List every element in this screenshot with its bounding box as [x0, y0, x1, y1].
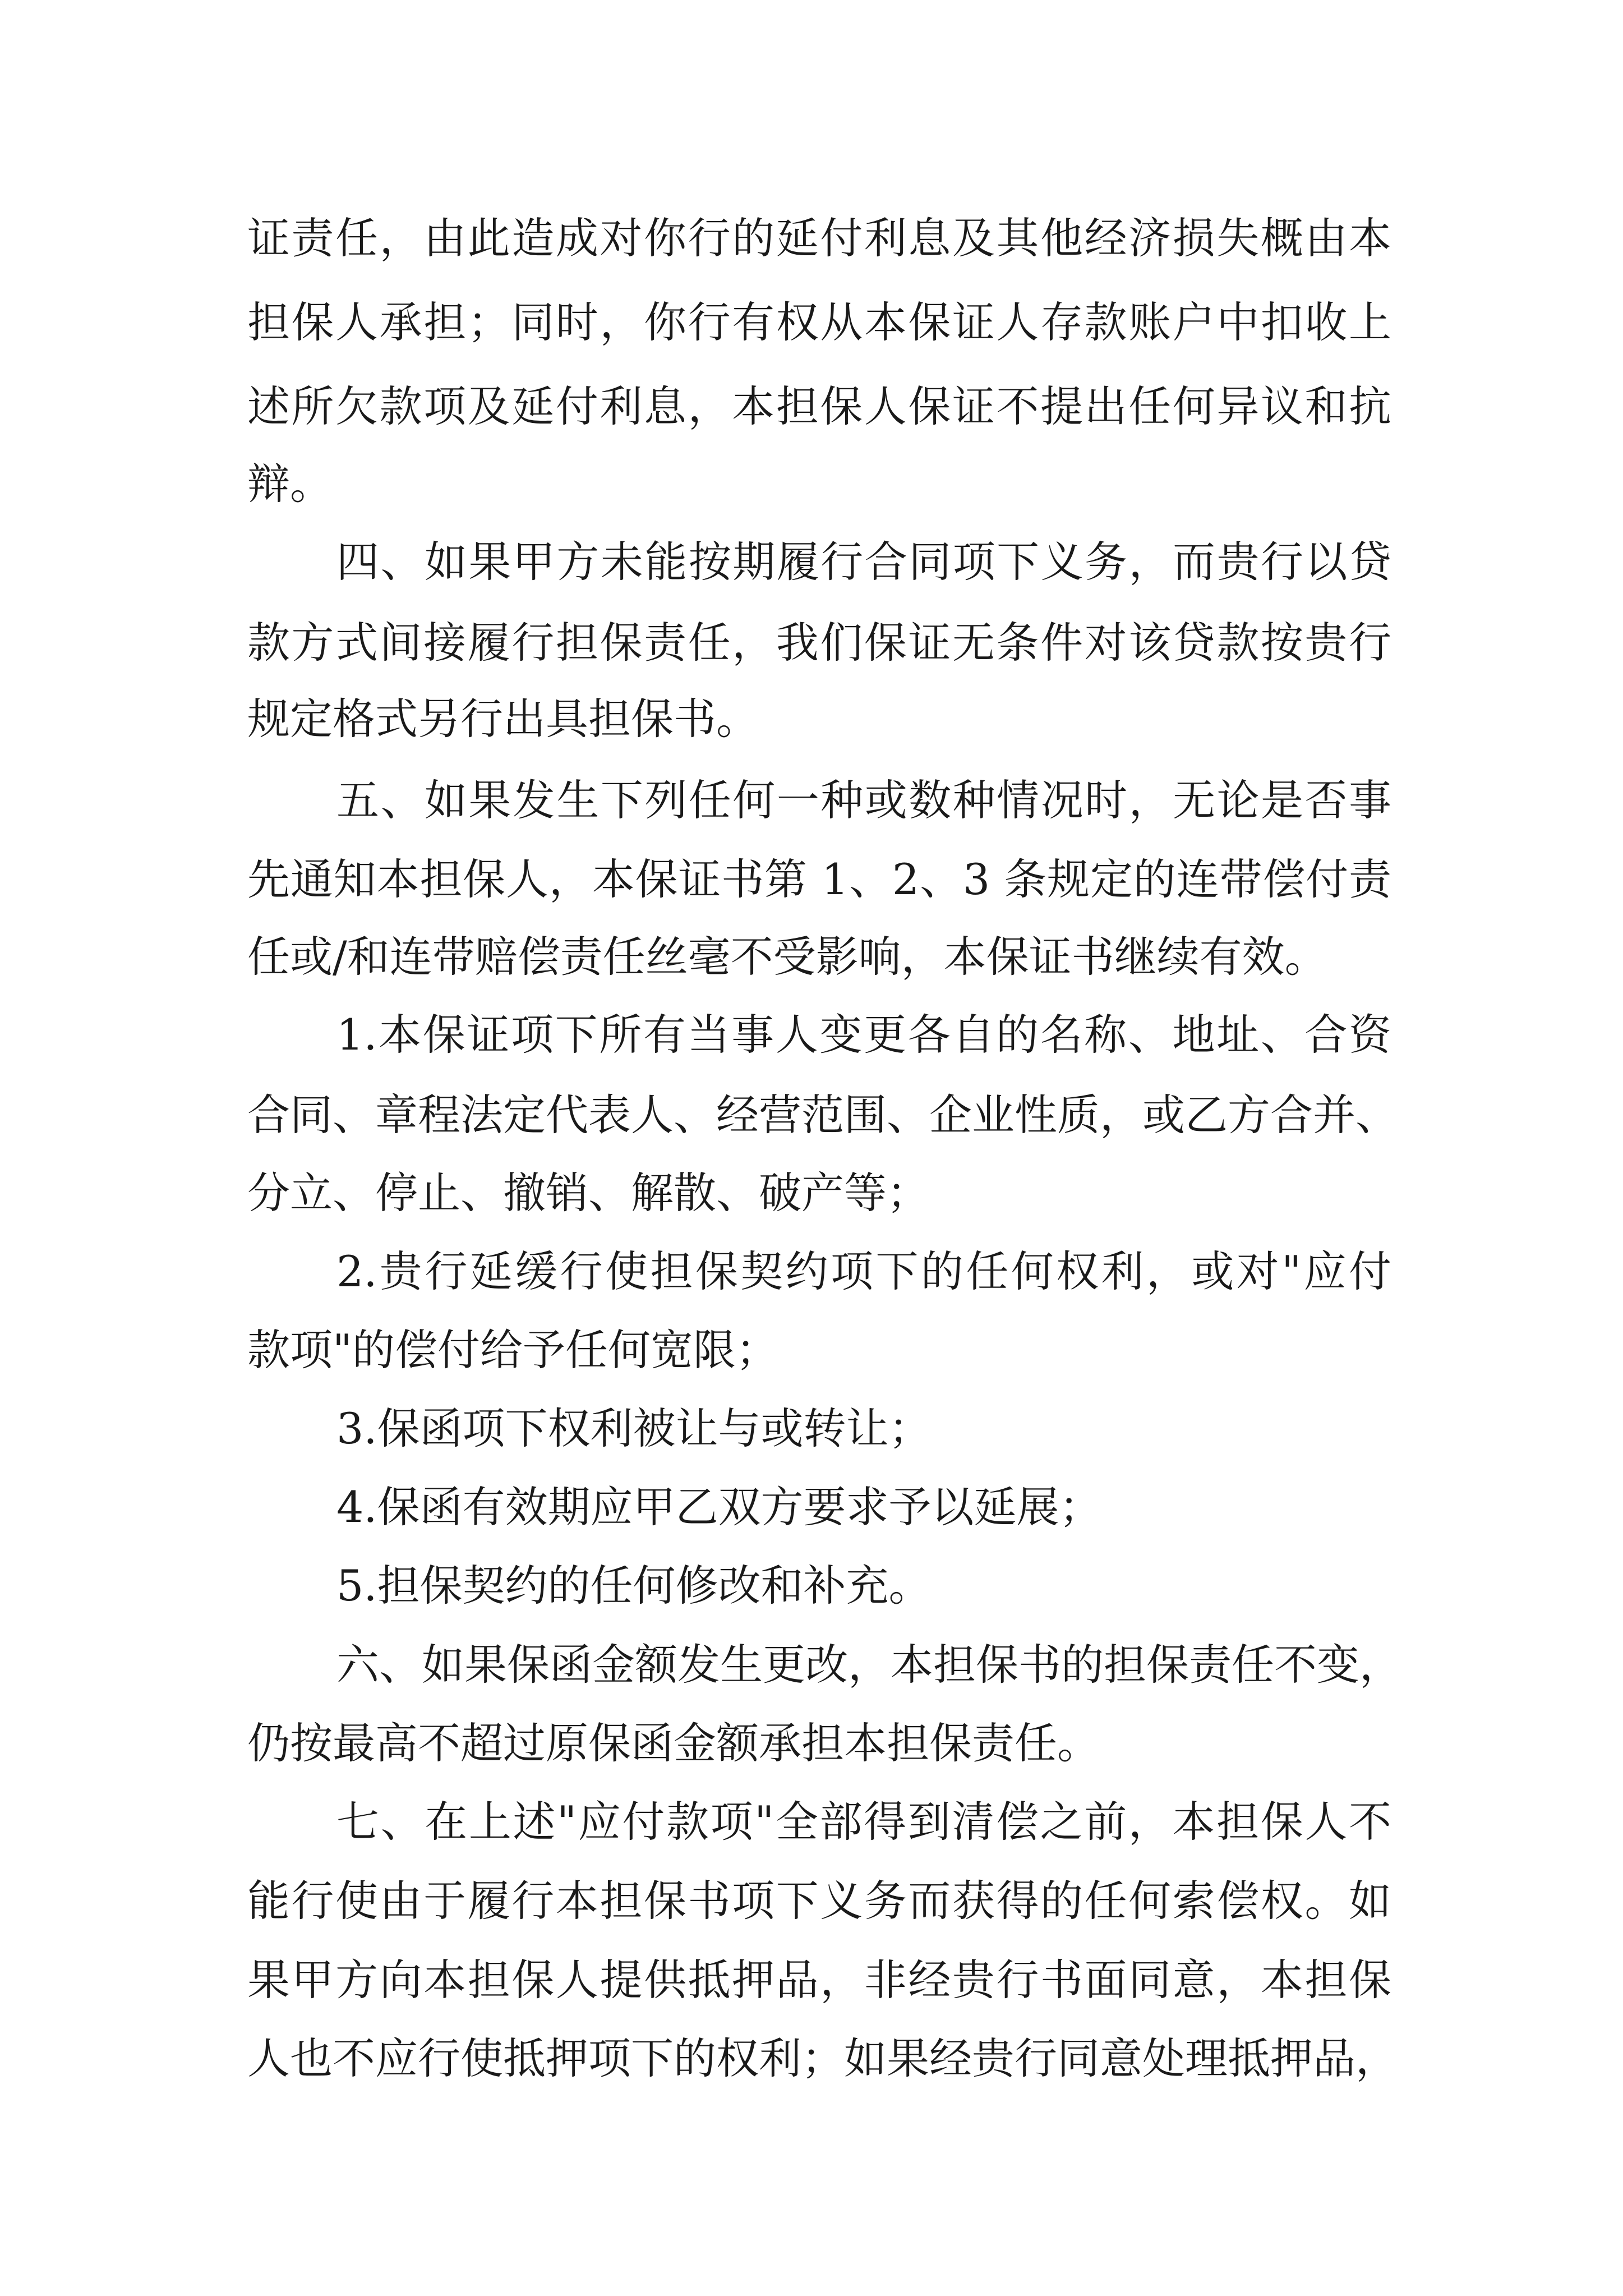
text-line: 任或/和连带赔偿责任丝毫不受影响，本保证书继续有效。 — [247, 932, 1327, 982]
text-line: 辩。 — [247, 459, 333, 509]
text-line: 证责任，由此造成对你行的延付利息及其他经济损失概由本 — [247, 213, 1391, 263]
text-line: 4.保函有效期应甲乙双方要求予以延展； — [336, 1482, 1102, 1532]
text-line: 果甲方向本担保人提供抵押品，非经贵行书面同意，本担保 — [247, 1955, 1391, 2005]
text-line: 1.本保证项下所有当事人变更各自的名称、地址、合资 — [336, 1010, 1391, 1060]
text-line: 合同、章程法定代表人、经营范围、企业性质，或乙方合并、 — [247, 1090, 1398, 1140]
text-line: 2.贵行延缓行使担保契约项下的任何权利，或对"应付 — [336, 1246, 1391, 1296]
text-line: 四、如果甲方未能按期履行合同项下义务，而贵行以贷 — [336, 537, 1391, 587]
text-line: 款方式间接履行担保责任，我们保证无条件对该贷款按贵行 — [247, 618, 1391, 668]
text-line: 七、在上述"应付款项"全部得到清偿之前，本担保人不 — [336, 1797, 1391, 1847]
text-line: 担保人承担；同时，你行有权从本保证人存款账户中扣收上 — [247, 297, 1391, 347]
text-line: 述所欠款项及延付利息，本担保人保证不提出任何异议和抗 — [247, 381, 1391, 431]
text-line: 五、如果发生下列任何一种或数种情况时，无论是否事 — [336, 775, 1391, 825]
text-line: 人也不应行使抵押项下的权利；如果经贵行同意处理抵押品， — [247, 2033, 1398, 2083]
text-line: 六、如果保函金额发生更改，本担保书的担保责任不变， — [336, 1640, 1402, 1690]
text-line: 先通知本担保人，本保证书第 1、2、3 条规定的连带偿付责 — [247, 854, 1391, 904]
text-line: 3.保函项下权利被让与或转让； — [336, 1404, 932, 1453]
text-line: 5.担保契约的任何修改和补充。 — [336, 1561, 932, 1611]
text-line: 能行使由于履行本担保书项下义务而获得的任何索偿权。如 — [247, 1876, 1391, 1926]
text-line: 仍按最高不超过原保函金额承担本担保责任。 — [247, 1718, 1100, 1768]
text-line: 款项"的偿付给予任何宽限； — [247, 1325, 778, 1375]
text-line: 规定格式另行出具担保书。 — [247, 694, 759, 744]
text-line: 分立、停止、撤销、解散、破产等； — [247, 1168, 929, 1218]
